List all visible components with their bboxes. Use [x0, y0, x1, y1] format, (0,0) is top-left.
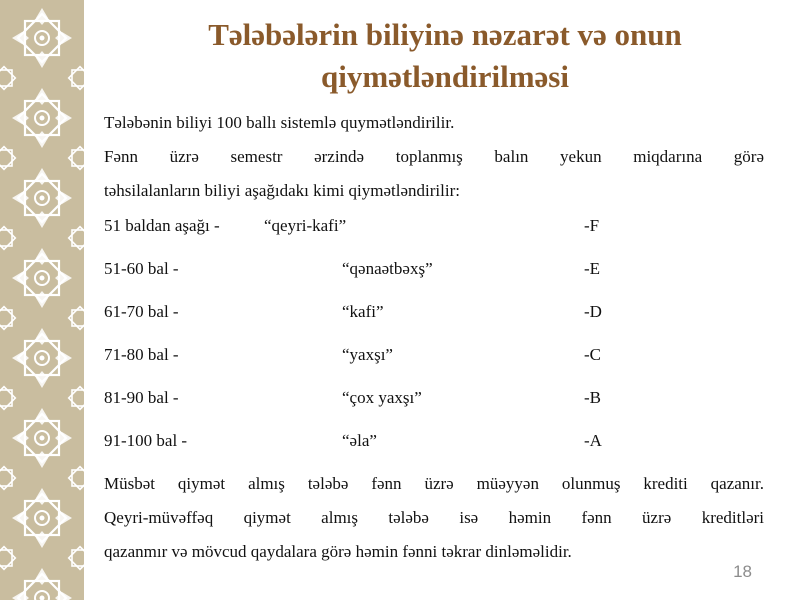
grade-letter: -D	[584, 302, 602, 321]
grade-letter: -A	[584, 431, 602, 450]
grade-word: “kafi”	[342, 302, 384, 321]
grade-range: 51-60 bal -	[104, 259, 179, 278]
grade-row	[104, 299, 764, 325]
grade-row	[104, 256, 764, 282]
closing-line-2: Qeyri-müvəffəq qiymət almış tələbə isə həmin fənn üzrə kreditləri	[104, 508, 764, 527]
paragraph-1-line-1: Fənn üzrə semestr ərzində toplanmış balın yekun miqdarına görə	[104, 147, 764, 166]
islamic-star-ornament-icon	[0, 0, 84, 600]
grade-range: 71-80 bal -	[104, 345, 179, 364]
grade-letter: -B	[584, 388, 601, 407]
grade-range: 61-70 bal -	[104, 302, 179, 321]
closing-line-3: qazanmır və mövcud qaydalara görə həmin fənni təkrar dinləməlidir.	[104, 542, 572, 561]
grade-row	[104, 428, 764, 454]
paragraph-1-line-2: təhsilalanların biliyi aşağıdakı kimi qiymətləndirilir:	[104, 181, 460, 200]
grade-row	[104, 385, 764, 411]
grade-row	[104, 342, 764, 368]
grade-letter: -F	[584, 216, 600, 235]
grade-word: “yaxşı”	[342, 345, 393, 364]
grade-word: “əla”	[342, 431, 377, 450]
grade-range: 51 baldan aşağı -	[104, 216, 220, 235]
grade-row	[104, 213, 764, 239]
grade-word: “qeyri-kafi”	[264, 216, 347, 235]
grade-range: 81-90 bal -	[104, 388, 179, 407]
grade-word: “çox yaxşı”	[342, 388, 422, 407]
grade-letter: -E	[584, 259, 601, 278]
grade-range: 91-100 bal -	[104, 431, 188, 450]
title-line-2: qiymətləndirilməsi	[321, 59, 569, 94]
intro-text: Tələbənin biliyi 100 ballı sistemlə quymətləndirilir.	[104, 113, 455, 132]
grade-word: “qənaətbəxş”	[342, 259, 433, 278]
ornament-strip	[0, 0, 84, 600]
grade-letter: -C	[584, 345, 601, 364]
page-number: 18	[733, 562, 752, 581]
title-line-1: Tələbələrin biliyinə nəzarət və onun	[208, 17, 682, 52]
grade-table	[104, 213, 764, 454]
closing-line-1: Müsbət qiymət almış tələbə fənn üzrə müəyyən olunmuş krediti qazanır.	[104, 474, 764, 493]
slide-body	[104, 110, 764, 565]
slide-title	[100, 14, 790, 98]
